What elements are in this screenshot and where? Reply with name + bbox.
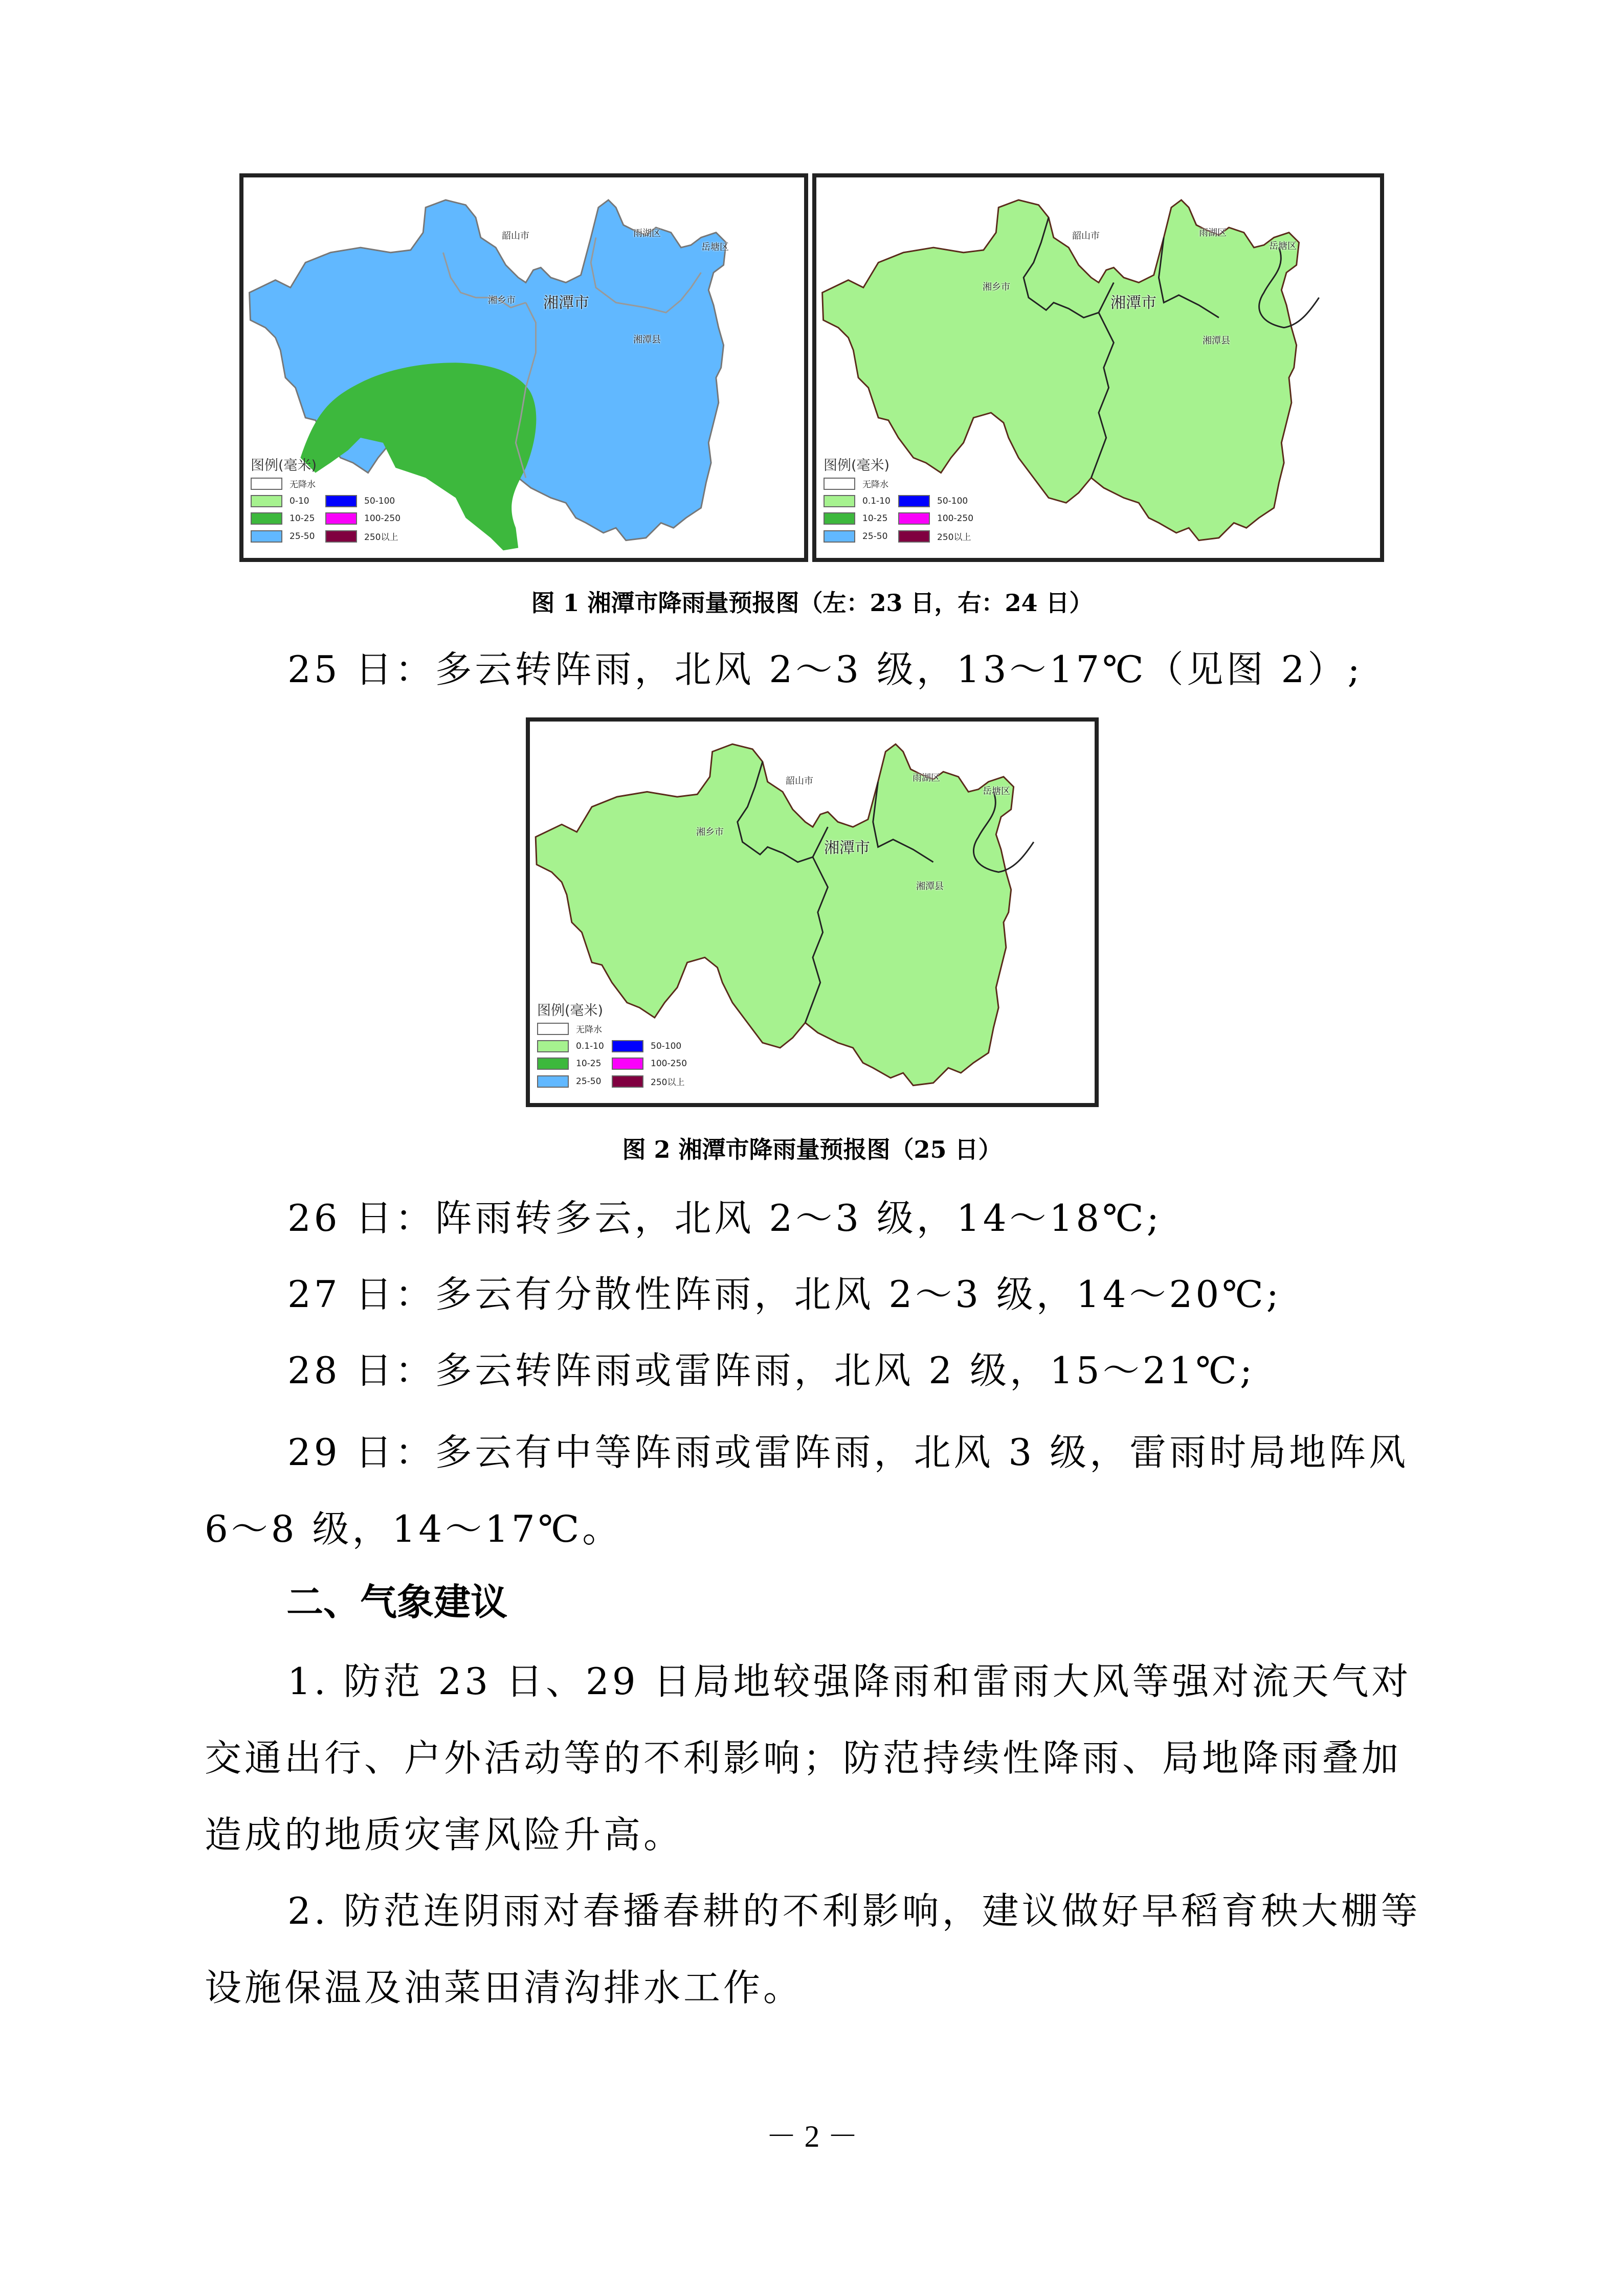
page-number: － 2 － [766,2120,858,2153]
swatch-50-100 [898,495,930,507]
legend-none: 无降水 [290,480,316,490]
legend-0.1-10: 0.1-10 [576,1041,604,1051]
forecast-day28: 28 日：多云转阵雨或雷阵雨，北风 2 级，15～21℃; [287,1349,1256,1392]
swatch-none [537,1023,569,1035]
label-xiangxiang: 湘乡市 [488,295,516,306]
label-yuetang: 岳塘区 [701,242,729,253]
swatch-25-50 [824,530,855,543]
label-xiangtanxian: 湘潭县 [633,334,661,345]
legend-none: 无降水 [862,480,888,490]
swatch-250-plus [325,530,357,543]
legend-50-100: 50-100 [364,496,395,506]
swatch-0.1-10 [824,495,855,507]
label-xiangxiang: 湘乡市 [983,282,1010,292]
legend-title: 图例(毫米) [537,1003,604,1019]
section2-heading: 二、气象建议 [286,1581,508,1624]
legend-0.1-10: 0.1-10 [862,496,891,506]
label-xiangtanxian: 湘潭县 [1203,335,1230,346]
swatch-25-50 [537,1075,569,1088]
legend-25-50: 25-50 [290,531,315,542]
swatch-0.1-10 [537,1040,569,1052]
swatch-10-25 [251,512,282,525]
forecast-day25: 25 日：多云转阵雨，北风 2～3 级，13～17℃（见图 2）; [287,648,1363,691]
legend-250-plus: 250以上 [364,532,398,543]
swatch-100-250 [612,1057,643,1070]
map-24 [812,173,1384,562]
label-yuhu: 雨湖区 [913,773,940,783]
swatch-none [251,478,282,490]
swatch-250-plus [612,1075,643,1088]
advice-1: 1. 防范 23 日、29 日局地较强降雨和雷雨大风等强对流天气对交通出行、户外活动等的不利影响；防范持续性降雨、局地降雨叠加造成的地质灾害风险升高。 [205,1660,1412,1856]
advice-2: 2. 防范连阴雨对春播春耕的不利影响，建议做好早稻育秧大棚等设施保温及油菜田清沟排水工作。 [205,1889,1421,2009]
legend-10-25: 10-25 [290,513,315,524]
label-xiangtan-city: 湘潭市 [1110,294,1156,312]
label-xiangtan-city: 湘潭市 [543,294,589,312]
forecast-day27: 27 日：多云有分散性阵雨，北风 2～3 级，14～20℃; [287,1273,1282,1316]
legend-25-50: 25-50 [862,531,888,542]
legend-100-250: 100-250 [651,1059,687,1069]
legend-50-100: 50-100 [651,1041,682,1051]
label-yuhu: 雨湖区 [633,228,661,239]
legend-10-25: 10-25 [862,513,888,524]
legend-10-25: 10-25 [576,1059,602,1069]
swatch-10-25 [537,1057,569,1070]
label-yuhu: 雨湖区 [1199,228,1227,238]
legend-25 [537,999,692,1088]
label-xiangxiang: 湘乡市 [696,827,724,838]
label-shaoshan: 韶山市 [502,231,529,241]
swatch-none [824,478,855,490]
swatch-100-250 [898,512,930,525]
legend-0-10: 0-10 [290,496,309,506]
swatch-0-10 [251,495,282,507]
label-yuetang: 岳塘区 [983,786,1010,797]
legend-23 [251,454,405,543]
swatch-25-50 [251,530,282,543]
legend-250-plus: 250以上 [937,532,971,543]
legend-100-250: 100-250 [937,513,974,524]
legend-50-100: 50-100 [937,496,968,506]
label-yuetang: 岳塘区 [1269,241,1297,252]
map-25 [526,717,1099,1107]
legend-title: 图例(毫米) [824,458,890,474]
swatch-50-100 [325,495,357,507]
legend-24 [824,454,978,543]
swatch-10-25 [824,512,855,525]
legend-title: 图例(毫米) [251,458,317,474]
legend-none: 无降水 [576,1025,602,1035]
label-shaoshan: 韶山市 [1072,231,1100,241]
swatch-100-250 [325,512,357,525]
figure1-caption: 图 1 湘潭市降雨量预报图（左：23 日，右：24 日） [531,589,1093,617]
forecast-day26: 26 日：阵雨转多云，北风 2～3 级，14～18℃; [287,1197,1162,1240]
label-shaoshan: 韶山市 [786,776,813,786]
label-xiangtan-city: 湘潭市 [824,839,870,857]
legend-25-50: 25-50 [576,1076,602,1087]
label-xiangtanxian: 湘潭县 [916,881,944,892]
swatch-50-100 [612,1040,643,1052]
figure2-caption: 图 2 湘潭市降雨量预报图（25 日） [622,1136,1002,1163]
legend-250-plus: 250以上 [651,1077,685,1088]
swatch-250-plus [898,530,930,543]
forecast-day29: 29 日：多云有中等阵雨或雷阵雨，北风 3 级，雷雨时局地阵风 6～8 级，14～17℃。 [205,1431,1409,1550]
map-23 [239,173,808,562]
legend-100-250: 100-250 [364,513,401,524]
